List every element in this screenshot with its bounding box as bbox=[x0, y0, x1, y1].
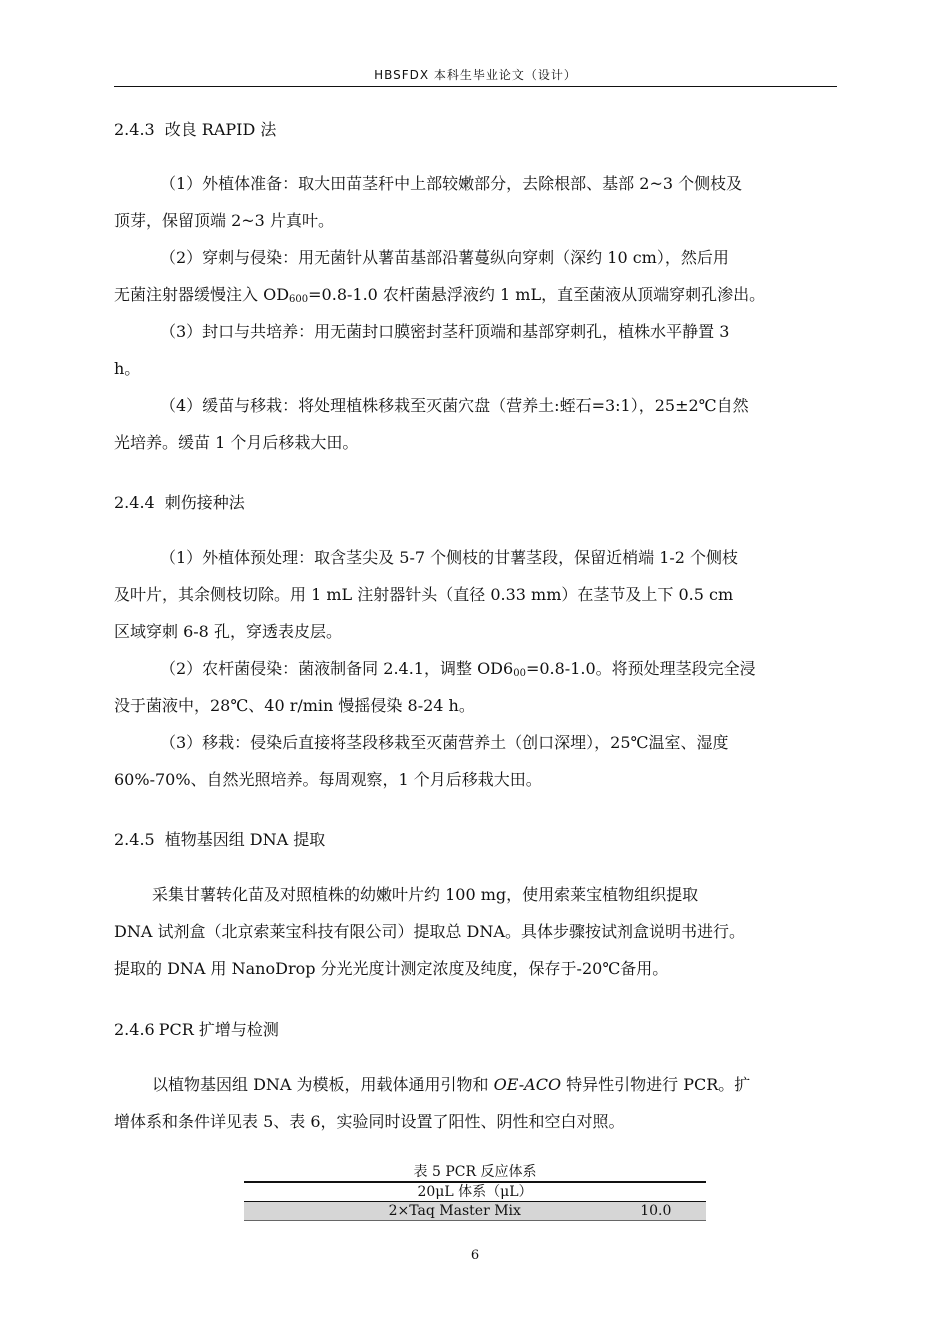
pcr-reaction-table bbox=[244, 1181, 706, 1221]
text-run: 无菌注射器缓慢注入 OD bbox=[114, 285, 290, 304]
text-line: DNA 试剂盒（北京索莱宝科技有限公司）提取总 DNA。具体步骤按试剂盒说明书进行。 bbox=[114, 922, 745, 941]
subscript: 600 bbox=[289, 294, 309, 305]
text-run: =0.8-1.0 农杆菌悬浮液约 1 mL，直至菌液从顶端穿刺孔渗出。 bbox=[308, 285, 766, 304]
section-2-4-3-body bbox=[114, 165, 844, 461]
page-number: 6 bbox=[470, 1248, 480, 1263]
section-heading-2-4-3 bbox=[114, 117, 276, 140]
section-2-4-6-body bbox=[114, 1066, 844, 1140]
text-line: 采集甘薯转化苗及对照植株的幼嫩叶片约 100 mg，使用索莱宝植物组织提取 bbox=[152, 885, 699, 904]
text-line bbox=[114, 1066, 844, 1103]
text-run: 特异性引物进行 PCR。扩 bbox=[561, 1075, 751, 1094]
text-line bbox=[114, 650, 844, 687]
table-header-cell: 20μL 体系（μL） bbox=[244, 1182, 706, 1202]
section-2-4-4-body bbox=[114, 539, 844, 798]
text-line: 及叶片，其余侧枝切除。用 1 mL 注射器针头（直径 0.33 mm）在茎节及上下 0.5 cm bbox=[114, 585, 734, 604]
text-run: =0.8-1.0。将预处理茎段完全浸 bbox=[525, 659, 756, 678]
reagent-volume-cell: 10.0 bbox=[606, 1202, 706, 1221]
section-title: 改良 RAPID 法 bbox=[164, 120, 277, 139]
text-run: 以植物基因组 DNA 为模板，用载体通用引物和 bbox=[152, 1075, 494, 1094]
text-line: 提取的 DNA 用 NanoDrop 分光光度计测定浓度及纯度，保存于-20℃备用。 bbox=[114, 959, 669, 978]
reagent-name-cell: 2×Taq Master Mix bbox=[244, 1202, 606, 1221]
text-line: 区域穿刺 6-8 孔，穿透表皮层。 bbox=[114, 622, 342, 641]
section-heading-2-4-6 bbox=[114, 1017, 279, 1040]
text-run: （2）农杆菌侵染：菌液制备同 2.4.1，调整 OD6 bbox=[160, 659, 514, 678]
header-rule bbox=[114, 86, 837, 87]
section-heading-2-4-5 bbox=[114, 827, 325, 850]
section-title: 刺伤接种法 bbox=[164, 493, 245, 512]
section-number: 2.4.4 bbox=[114, 493, 155, 512]
section-heading-2-4-4 bbox=[114, 490, 245, 513]
text-line: （1）外植体准备：取大田苗茎秆中上部较嫩部分，去除根部、基部 2~3 个侧枝及 bbox=[160, 174, 743, 193]
section-title: 植物基因组 DNA 提取 bbox=[164, 830, 326, 849]
text-line: h。 bbox=[114, 359, 141, 378]
text-line: （1）外植体预处理：取含茎尖及 5-7 个侧枝的甘薯茎段，保留近梢端 1-2 个侧枝 bbox=[160, 548, 739, 567]
section-number: 2.4.5 bbox=[114, 830, 155, 849]
text-line: 没于菌液中，28℃、40 r/min 慢摇侵染 8-24 h。 bbox=[114, 696, 475, 715]
text-line: （3）移栽：侵染后直接将茎段移栽至灭菌营养土（创口深埋），25℃温室、湿度 bbox=[160, 733, 729, 752]
gene-name: OE-ACO bbox=[493, 1075, 562, 1094]
text-line: （3）封口与共培养：用无菌封口膜密封茎秆顶端和基部穿刺孔，植株水平静置 3 bbox=[160, 322, 730, 341]
text-line: 增体系和条件详见表 5、表 6，实验同时设置了阳性、阴性和空白对照。 bbox=[114, 1112, 625, 1131]
table-header-row bbox=[244, 1182, 706, 1202]
section-number: 2.4.3 bbox=[114, 120, 155, 139]
section-number: 2.4.6 bbox=[114, 1020, 155, 1039]
text-line bbox=[114, 276, 844, 313]
text-line: 60%-70%、自然光照培养。每周观察，1 个月后移栽大田。 bbox=[114, 770, 542, 789]
text-line: （4）缓苗与移栽：将处理植株移栽至灭菌穴盘（营养土:蛭石=3:1），25±2℃自然 bbox=[160, 396, 749, 415]
running-header: HBSFDX 本科生毕业论文（设计） bbox=[374, 68, 577, 82]
section-2-4-5-body bbox=[114, 876, 844, 987]
table-caption: 表 5 PCR 反应体系 bbox=[413, 1164, 537, 1180]
text-line: 光培养。缓苗 1 个月后移栽大田。 bbox=[114, 433, 359, 452]
table-row bbox=[244, 1202, 706, 1221]
text-line: （2）穿刺与侵染：用无菌针从薯苗基部沿薯蔓纵向穿刺（深约 10 cm），然后用 bbox=[160, 248, 729, 267]
text-line: 顶芽，保留顶端 2~3 片真叶。 bbox=[114, 211, 334, 230]
subscript: 00 bbox=[513, 668, 526, 679]
section-title: PCR 扩增与检测 bbox=[158, 1020, 279, 1039]
